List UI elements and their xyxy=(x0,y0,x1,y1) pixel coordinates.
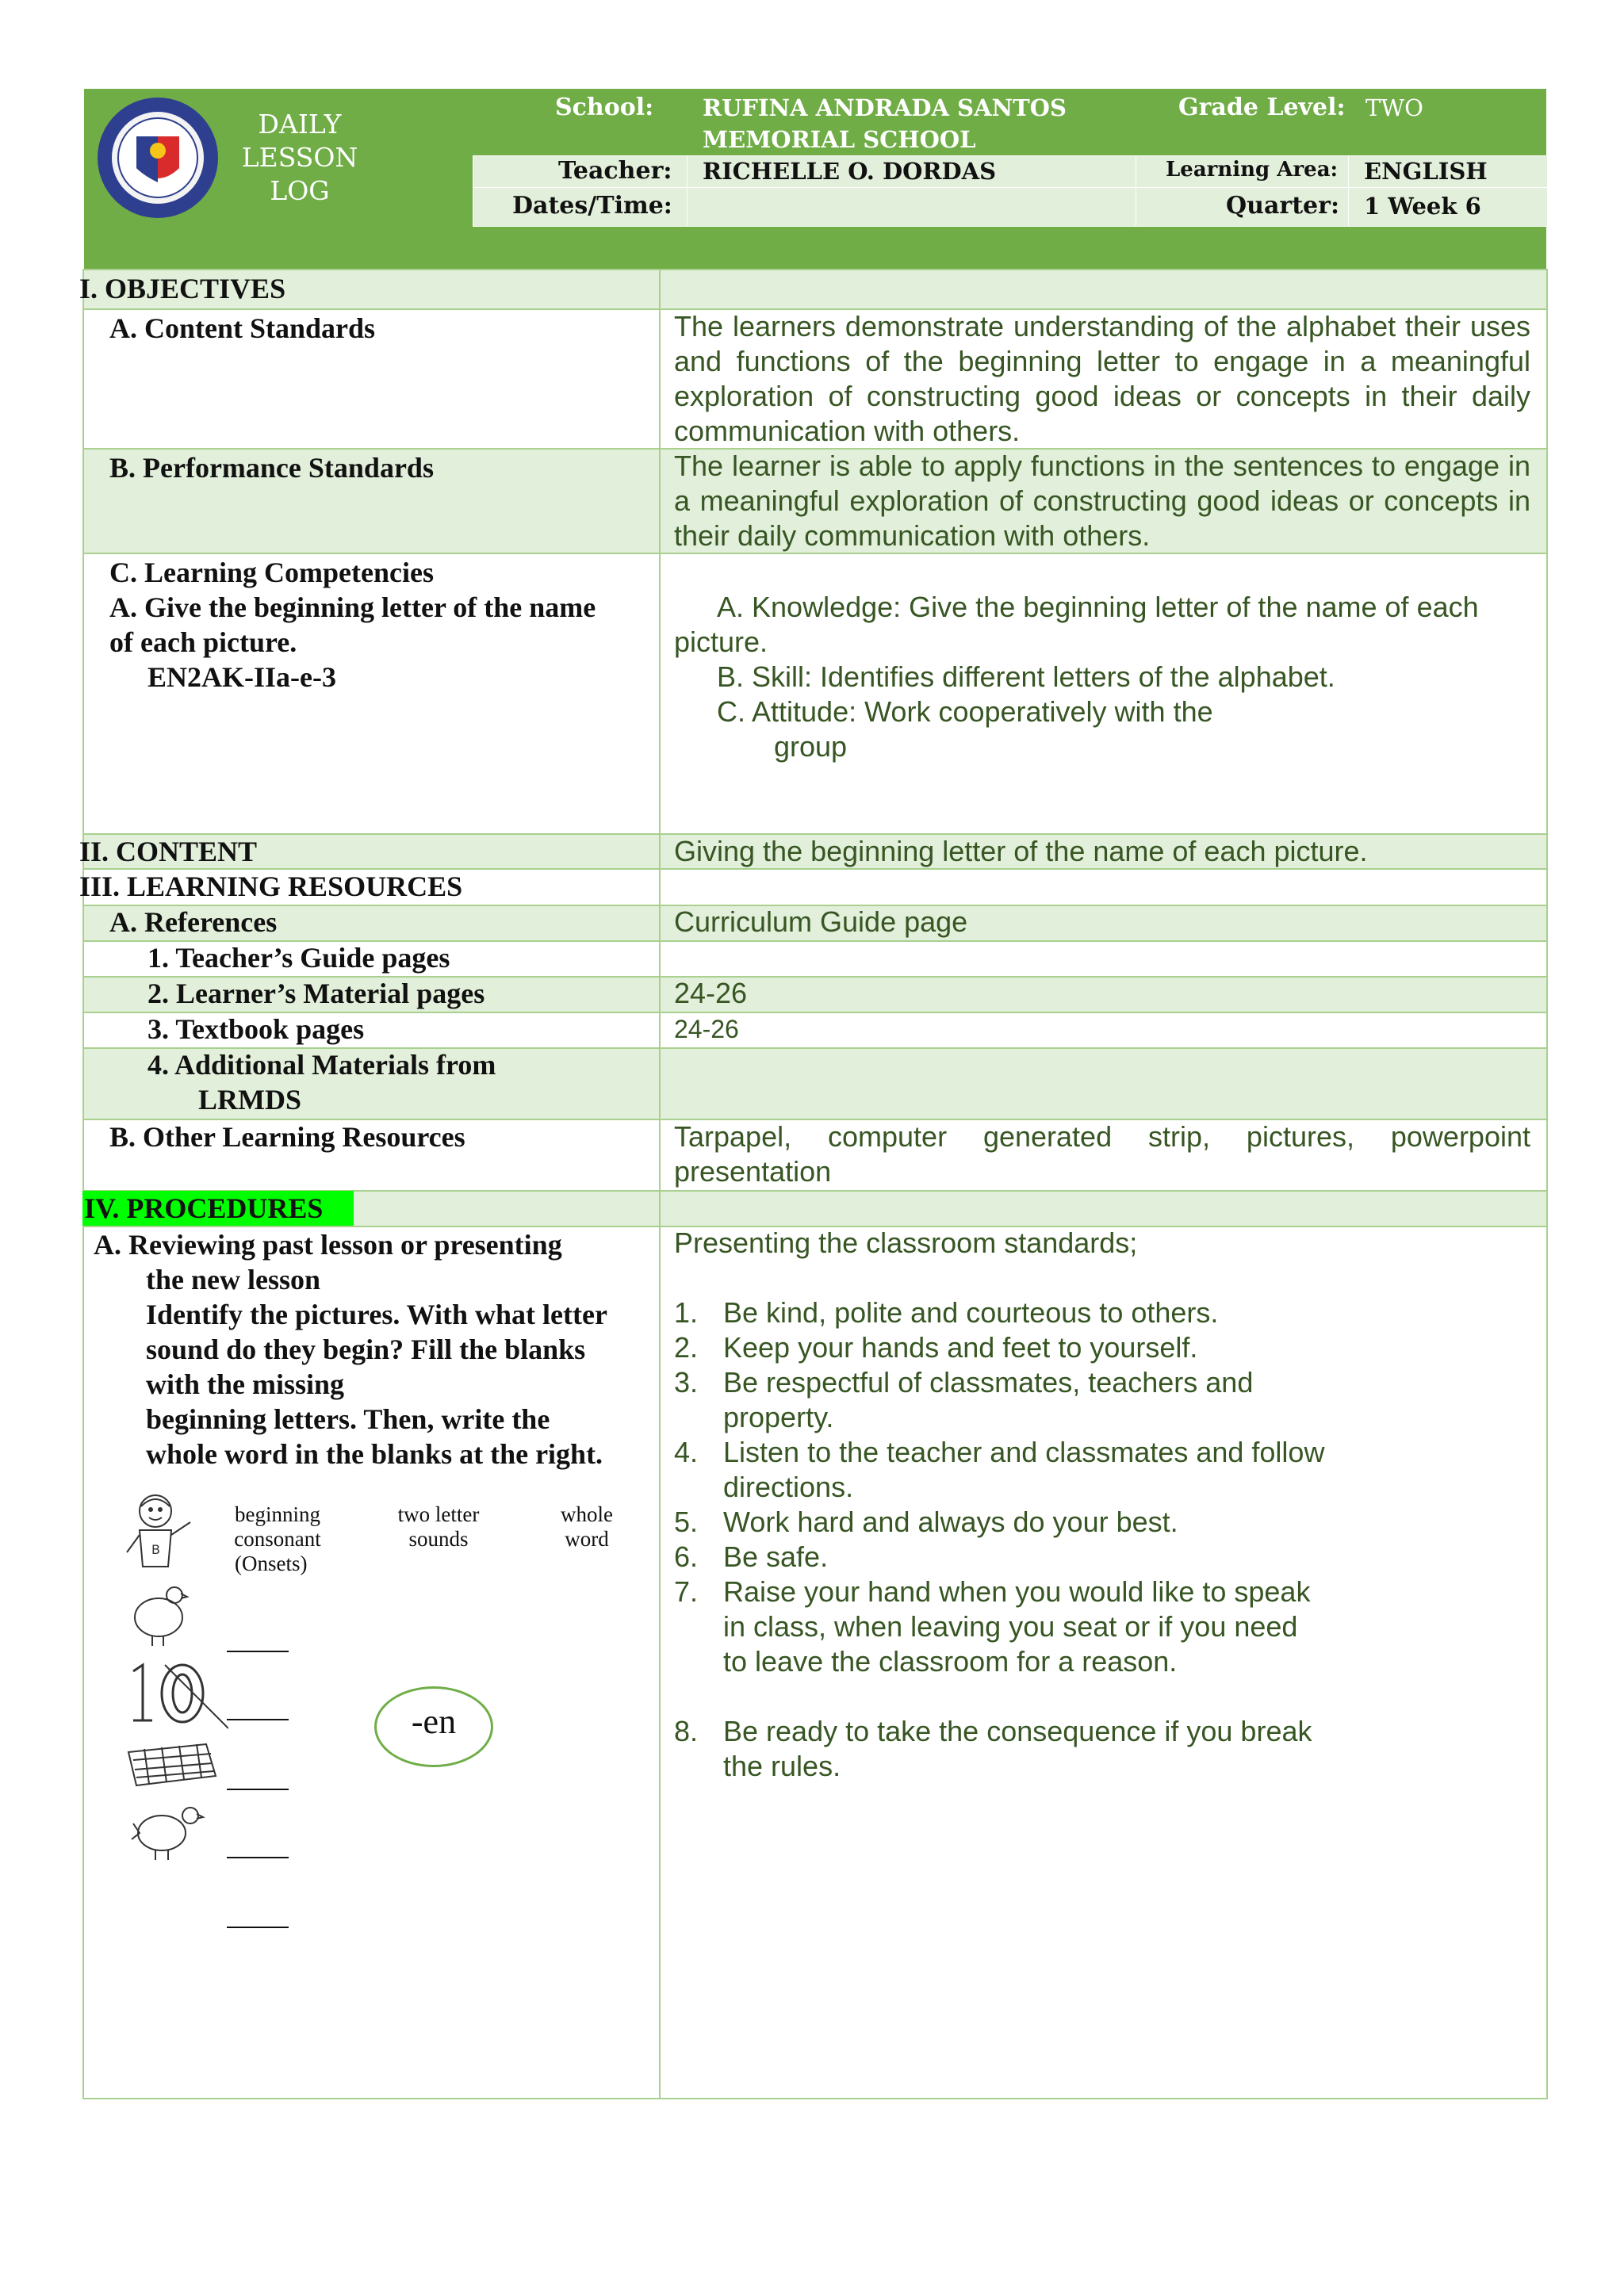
textbook-value: 24-26 xyxy=(674,1015,739,1043)
procedure-a-instruction-3: with the missing xyxy=(146,1368,345,1400)
procedure-a-instruction-1: Identify the pictures. With what letter xyxy=(146,1299,607,1330)
procedure-a-label: A. Reviewing past lesson or presenting xyxy=(94,1229,562,1261)
deped-seal-logo xyxy=(95,95,220,220)
procedures-heading: IV. PROCEDURES xyxy=(82,1191,354,1226)
onsets-header-line2: consonant xyxy=(234,1527,321,1551)
teacher-name: RICHELLE O. DORDAS xyxy=(703,158,997,185)
standard-number: 2. xyxy=(674,1331,699,1364)
standards-intro: Presenting the classroom standards; xyxy=(674,1226,1138,1259)
standard-text: Work hard and always do your best. xyxy=(723,1506,1178,1538)
standard-text: Be ready to take the consequence if you break the rules. xyxy=(723,1715,1312,1782)
standard-number: 1. xyxy=(674,1296,699,1329)
chicken-icon xyxy=(132,1808,203,1860)
grade-level-label: Grade Level: xyxy=(1178,94,1346,121)
learning-resources-heading: III. LEARNING RESOURCES xyxy=(79,871,463,902)
word-header-line1: whole xyxy=(561,1502,613,1526)
school-label: School: xyxy=(555,94,654,121)
other-resources-label: B. Other Learning Resources xyxy=(109,1121,465,1153)
answer-blank[interactable] xyxy=(227,1651,289,1652)
objectives-heading: I. OBJECTIVES xyxy=(79,273,286,304)
row-objectives xyxy=(84,269,1546,310)
header-title-line2: LOG xyxy=(270,175,330,206)
learning-competencies-label: C. Learning Competencies xyxy=(109,557,434,588)
hen-icon xyxy=(135,1587,187,1646)
textbook-label: 3. Textbook pages xyxy=(147,1013,365,1045)
sounds-header-line2: sounds xyxy=(408,1527,469,1551)
header-title xyxy=(213,108,387,208)
performance-standards-label: B. Performance Standards xyxy=(109,452,434,484)
onsets-column-header xyxy=(220,1502,335,1576)
standard-text: Raise your hand when you would like to speak in class, when leaving you seat or if you need to leave the classroom for a reason. xyxy=(723,1575,1311,1678)
content-standards-text: The learners demonstrate understanding of the alphabet their uses and functions of the beginning letter to engage in a meaningful exploration of constructing good ideas or concepts in their daily communication with others. xyxy=(674,310,1530,447)
grade-level-value: TWO xyxy=(1365,94,1423,121)
nest-icon xyxy=(128,1744,216,1785)
learners-material-value: 24-26 xyxy=(674,977,748,1009)
sounds-column-header xyxy=(379,1502,498,1552)
header-title-line1: DAILY LESSON xyxy=(241,109,358,173)
standard-number: 8. xyxy=(674,1715,699,1747)
table-bottom-border xyxy=(84,2098,1548,2099)
standard-text: Be safe. xyxy=(723,1540,829,1573)
school-name-line1: RUFINA ANDRADA SANTOS xyxy=(703,94,1067,121)
learners-material-label: 2. Learner’s Material pages xyxy=(147,978,485,1009)
additional-materials-label-cont: LRMDS xyxy=(198,1084,302,1115)
rime-text: -en xyxy=(411,1702,457,1741)
competency-attitude-cont: group xyxy=(774,730,848,763)
boy-icon xyxy=(127,1495,190,1567)
procedure-a-instruction-4: beginning letters. Then, write the xyxy=(146,1403,550,1435)
learning-area-label: Learning Area: xyxy=(1166,158,1339,182)
standard-number: 7. xyxy=(674,1575,699,1608)
quarter-label: Quarter: xyxy=(1226,192,1340,220)
sounds-header-line1: two letter xyxy=(397,1502,480,1526)
teachers-guide-label: 1. Teacher’s Guide pages xyxy=(147,942,450,974)
standard-number: 6. xyxy=(674,1540,699,1573)
competency-attitude: C. Attitude: Work cooperatively with the xyxy=(717,695,1213,728)
competency-line2: of each picture. xyxy=(109,626,297,658)
word-header-line2: word xyxy=(565,1527,609,1551)
content-standards-label: A. Content Standards xyxy=(109,312,376,344)
standard-text: Keep your hands and feet to yourself. xyxy=(723,1331,1198,1364)
number-ten-icon xyxy=(133,1665,228,1728)
references-text: Curriculum Guide page xyxy=(674,905,968,938)
standard-number: 4. xyxy=(674,1436,699,1468)
answer-blank[interactable] xyxy=(227,1789,289,1790)
standard-text: Listen to the teacher and classmates and follow directions. xyxy=(723,1436,1325,1503)
procedure-a-label-cont: the new lesson xyxy=(146,1264,321,1295)
quarter-value: 1 Week 6 xyxy=(1364,193,1481,220)
table-left-border xyxy=(82,269,84,2099)
standard-number: 3. xyxy=(674,1366,699,1399)
standard-text: Be respectful of classmates, teachers and property. xyxy=(723,1366,1254,1433)
teacher-label: Teacher: xyxy=(558,157,672,185)
table-right-border xyxy=(1546,269,1548,2099)
procedure-a-instruction-5: whole word in the blanks at the right. xyxy=(146,1438,603,1470)
worksheet-pictures xyxy=(117,1490,228,1887)
word-column-header xyxy=(539,1502,634,1552)
onsets-header-line1: beginning xyxy=(235,1502,320,1526)
competency-line1: A. Give the beginning letter of the name xyxy=(109,591,596,623)
learning-area-value: ENGLISH xyxy=(1364,158,1488,185)
additional-materials-label: 4. Additional Materials from xyxy=(147,1049,496,1081)
procedure-a-instruction-2: sound do they begin? Fill the blanks xyxy=(146,1334,586,1365)
header-spacer-bar xyxy=(84,228,1546,269)
performance-standards-text: The learner is able to apply functions in the sentences to engage in a meaningful exploration of constructing good ideas or concepts in their daily communication with others. xyxy=(674,450,1530,552)
dates-value-cell xyxy=(687,187,1137,227)
content-heading: II. CONTENT xyxy=(79,836,258,867)
competency-knowledge-cont: picture. xyxy=(674,626,768,658)
answer-blank[interactable] xyxy=(227,1857,289,1858)
references-label: A. References xyxy=(109,906,278,938)
competency-code: EN2AK-IIa-e-3 xyxy=(147,661,336,693)
content-text: Giving the beginning letter of the name of each picture. xyxy=(674,835,1368,867)
onsets-header-line3: (Onsets) xyxy=(235,1552,308,1575)
school-name-line2: MEMORIAL SCHOOL xyxy=(703,126,976,153)
other-resources-text: Tarpapel, computer generated strip, pictures, powerpoint presentation xyxy=(674,1120,1530,1188)
competency-knowledge: A. Knowledge: Give the beginning letter of the name of each xyxy=(717,591,1479,623)
svg-text:B: B xyxy=(151,1542,160,1557)
column-divider xyxy=(659,269,661,2099)
standard-text: Be kind, polite and courteous to others. xyxy=(723,1296,1219,1329)
answer-blank[interactable] xyxy=(227,1927,289,1928)
competency-skill: B. Skill: Identifies different letters of the alphabet. xyxy=(717,660,1335,693)
standard-number: 5. xyxy=(674,1506,699,1538)
answer-blank[interactable] xyxy=(227,1719,289,1720)
dates-time-label: Dates/Time: xyxy=(512,192,672,220)
